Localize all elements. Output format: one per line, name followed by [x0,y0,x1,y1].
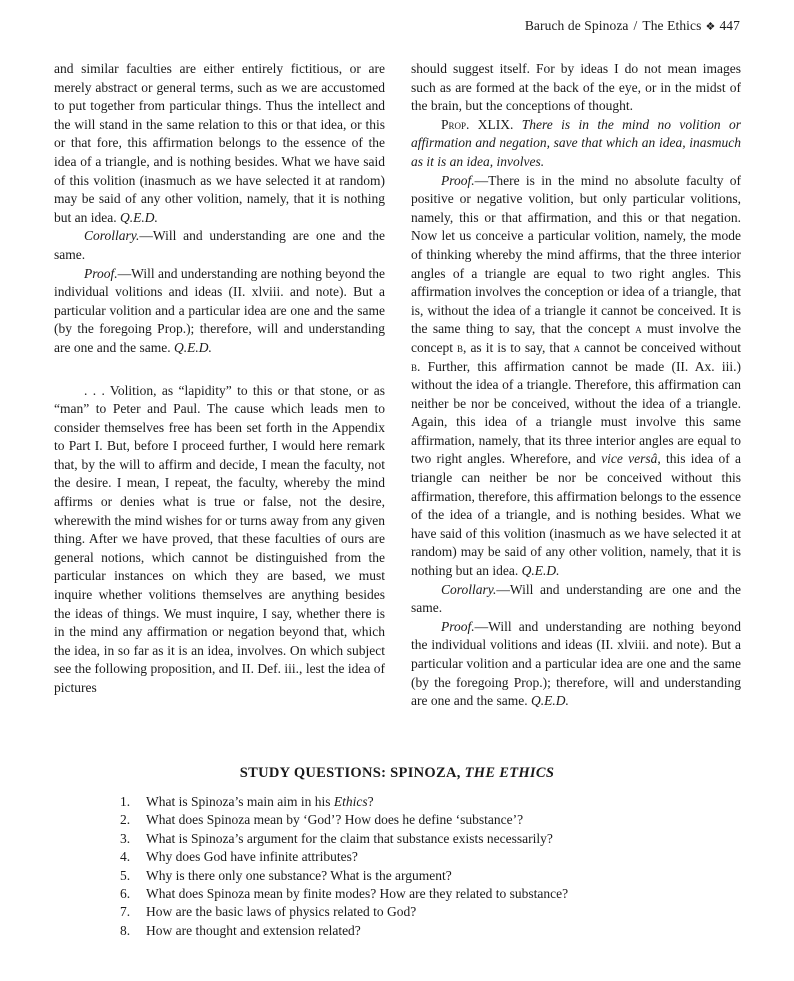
corollary-paragraph: Corollary.—Will and understanding are one and the same. [411,581,741,616]
list-item: 4. Why does God have infinite attributes? [120,849,358,865]
list-item: 7. How are the basic laws of physics related to God? [120,904,417,920]
paragraph: and similar faculties are either entirely fictitious, or are merely abstract or general terms, such as we are accustomed to put together from particular things. Thus the intellect and the will stand in the same relation to this or that idea, or this or that fore, this affirmation belongs to the essence of the idea of a triangle, and is nothing besides. What we have said of this volition (inasmuch as we have selected it at random) may be said of any other volition, namely, that it is nothing but an idea. Q.E.D. [54,61,385,225]
study-questions-list [120,793,568,940]
left-column [54,60,385,698]
section-gap [54,358,385,382]
study-questions-heading: STUDY QUESTIONS: SPINOZA, THE ETHICS [239,765,555,781]
qed: Q.E.D. [173,339,212,355]
list-item: 8. How are thought and extension related? [120,922,361,938]
proof-label: Proof. [441,172,475,188]
proof-label: Proof. [441,618,475,634]
running-header [525,18,740,34]
right-column [411,60,741,711]
qed: Q.E.D. [119,209,158,225]
list-item: 1. What is Spinoza’s main aim in his Ethics? [120,794,374,809]
list-item: 6. What does Spinoza mean by finite modes? How are they related to substance? [120,886,569,902]
proposition-statement: There is in the mind no volition or affirmation and negation, save that which an idea, inasmuch as it is an idea, involves. [411,116,741,169]
header-work-title: The Ethics [642,18,702,33]
list-item: 3. What is Spinoza’s argument for the claim that substance exists necessarily? [120,830,553,846]
paragraph: . . . Volition, as “lapidity” to this or that stone, or as “man” to Peter and Paul. The cause which leads men to consider themselves free has been set forth in the Appendix to Part I. But, before I proceed further, I would here remark that, by the will to affirm and decide, I mean the faculty, not the desire. I mean, I repeat, the faculty, whereby the mind affirms or denies what is true or false, not the desire, wherewith the mind wishes for or turns away from any given thing. After we have proved, that these faculties of ours are general notions, which cannot be distinguished from the particular instances on which they are based, we must inquire whether volitions themselves are anything besides the ideas of things. We must inquire, I say, whether there is in the mind any affirmation or negation beyond that, which the idea, in so far as it is an idea, involves. On which subject see the following proposition, and II. Def. iii., lest the idea of pictures [54,382,385,695]
prop-label: Prop. [441,116,470,132]
proof-label: Proof. [84,265,118,281]
ornament-icon: ❖ [705,21,716,33]
header-author: Baruch de Spinoza [524,18,629,33]
corollary-label: Corollary. [441,581,497,597]
page-number: 447 [719,18,740,33]
proposition-paragraph: Prop. XLIX. There is in the mind no volition or affirmation and negation, save that which an idea, inasmuch as it is an idea, involves. [411,116,741,169]
corollary-paragraph: Corollary.—Will and understanding are one and the same. [54,228,385,262]
list-item: 2. What does Spinoza mean by ‘God’? How does he define ‘substance’? [120,812,524,828]
paragraph: should suggest itself. For by ideas I do not mean images such as are formed at the back of the eye, or in the midst of the brain, but the conceptions of thought. [411,61,741,114]
proof-paragraph: Proof.—There is in the mind no absolute faculty of positive or negative volition, but only particular volitions, namely, this or that affirmation, and this or that negation. Now let us conceive a particular volition, namely, the mode of thinking whereby the mind affirms, that the three interior angles of a triangle are equal to two right angles. This affirmation involves the conception or idea of a triangle, that is, without the idea of a triangle it cannot be conceived. It is the same thing to say, that the concept a must involve the concept b, as it is to say, that a cannot be conceived without b. Further, this affirmation cannot be made (II. Ax. iii.) without the idea of a triangle. Therefore, this affirmation can neither be nor be conceived, without the idea of a triangle. Again, this idea of a triangle must involve this same affirmation, namely, that its three interior angles are equal to two right angles. Wherefore, and vice versâ, this idea of a triangle can neither be nor be conceived without this affirmation, therefore, this affirmation belongs to the essence of the idea of a triangle, and is nothing besides. What we have said of this volition (inasmuch as we have selected it at random) may be said of any other volition, namely, that it is nothing but an idea. Q.E.D. [411,172,741,579]
corollary-label: Corollary. [84,228,140,244]
qed: Q.E.D. [530,693,569,709]
list-item: 5. Why is there only one substance? What is the argument? [120,867,452,883]
proof-paragraph: Proof.—Will and understanding are nothing beyond the individual volitions and ideas (II. xlviii. and note). But a particular volition and a particular idea are one and the same (by the foregoing Prop.); therefore, will and understanding are one and the same. Q.E.D. [54,265,385,355]
qed: Q.E.D. [521,563,560,579]
header-separator: / [633,18,638,33]
proof-paragraph: Proof.—Will and understanding are nothing beyond the individual volitions and ideas (II. xlviii. and note). But a particular volition and a particular idea are one and the same (by the foregoing Prop.); therefore, will and understanding are one and the same. Q.E.D. [411,618,741,709]
